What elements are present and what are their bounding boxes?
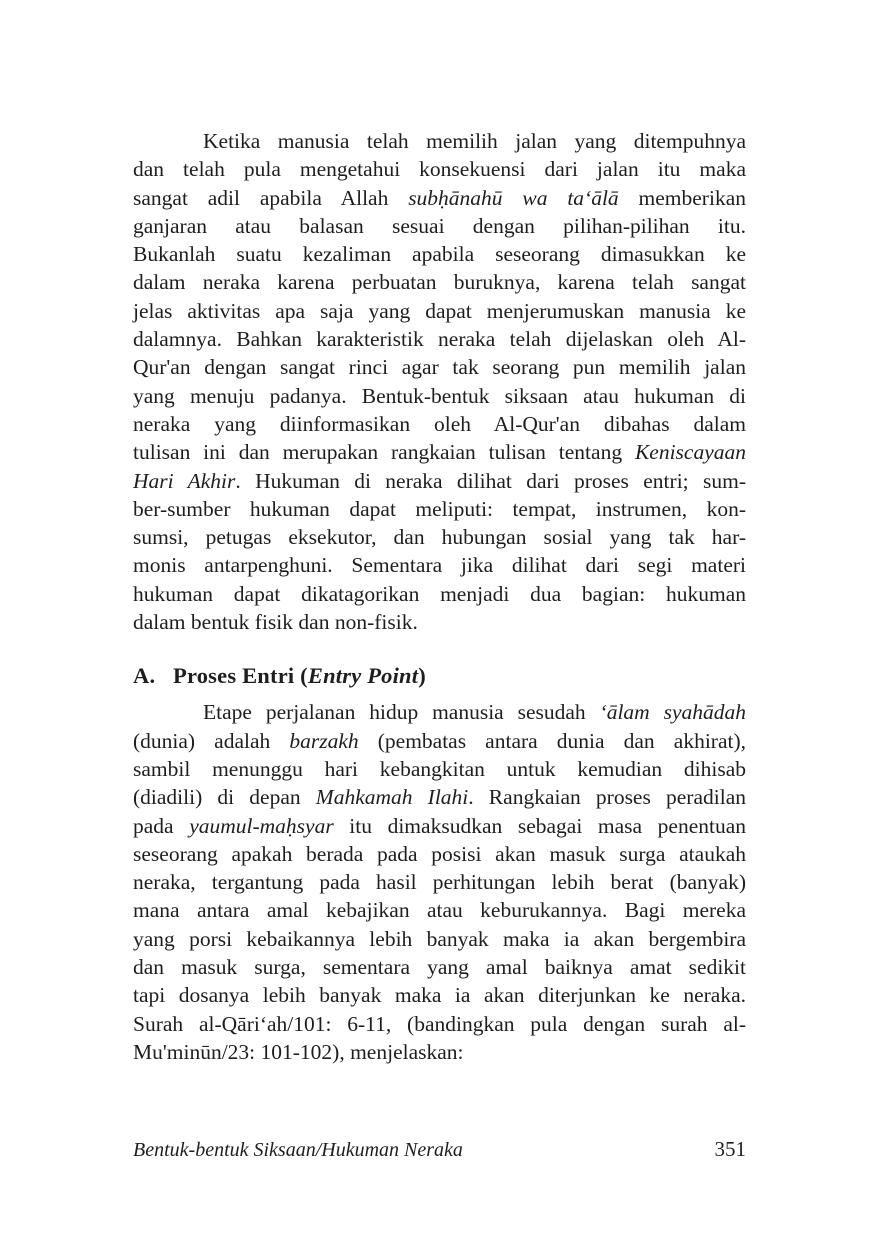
text-segment: dalam neraka karena perbuatan buruknya, karena telah sangat [133, 270, 746, 295]
text-segment: neraka, tergantung pada hasil perhitungan lebih berat (banyak) [133, 870, 746, 895]
text-line [133, 467, 746, 495]
text-line [133, 523, 746, 551]
text-line [133, 268, 746, 296]
text-segment: sumsi, petugas eksekutor, dan hubungan sosial yang tak har- [133, 525, 746, 550]
text-segment: mana antara amal kebajikan atau keburukannya. Bagi mereka [133, 898, 746, 923]
text-segment: memberikan [618, 185, 746, 210]
text-segment: pada [133, 813, 190, 838]
text-line [133, 495, 746, 523]
text-segment: dalam bentuk fisik dan non-fisik. [133, 610, 418, 635]
text-segment: (diadili) di depan [133, 785, 316, 810]
running-footer-title: Bentuk-bentuk Siksaan/Hukuman Neraka [133, 1139, 463, 1161]
text-line [133, 608, 746, 636]
text-line [133, 240, 746, 268]
text-block [133, 127, 746, 1066]
entry-point-paragraph [133, 698, 746, 1066]
italic-text-segment: Entry Point [307, 663, 419, 689]
text-line [133, 438, 746, 466]
text-segment: Bukanlah suatu kezaliman apabila seseorang dimasukkan ke [133, 242, 746, 267]
text-segment: (dunia) adalah [133, 728, 290, 753]
text-line [133, 1010, 746, 1038]
text-segment: dan telah pula mengetahui konsekuensi dari jalan itu maka [133, 157, 746, 182]
text-line [133, 212, 746, 240]
text-line [133, 783, 746, 811]
text-line [133, 981, 746, 1009]
italic-text-segment: ‘ālam syahādah [599, 700, 746, 725]
text-segment: Ketika manusia telah memilih jalan yang ditempuhnya [203, 129, 746, 153]
italic-text-segment: Mahkamah Ilahi [315, 785, 469, 810]
text-segment: Qur'an dengan sangat rinci agar tak seorang pun memilih jalan [133, 355, 746, 380]
text-line [133, 297, 746, 325]
text-line [133, 155, 746, 183]
text-segment: sangat adil apabila Allah [133, 185, 409, 210]
text-line [133, 727, 746, 755]
text-line [133, 896, 746, 924]
text-line [133, 868, 746, 896]
text-line [133, 353, 746, 381]
text-segment: Surah al-Qāri‘ah/101: 6-11, (bandingkan pula dengan surah al- [133, 1011, 746, 1036]
text-segment: Mu'minūn/23: 101-102), menjelaskan: [133, 1039, 464, 1064]
text-segment: ganjaran atau balasan sesuai dengan pilihan-pilihan itu. [133, 213, 746, 238]
text-segment: dan masuk surga, sementara yang amal baiknya amat sedikit [133, 955, 746, 980]
text-segment: . Rangkaian proses peradilan [468, 785, 746, 810]
section-heading-entry-point [133, 661, 746, 691]
italic-text-segment: subḥānahū wa ta‘ālā [408, 185, 619, 210]
italic-text-segment: Hari Akhir [133, 468, 236, 493]
text-segment: neraka yang diinformasikan oleh Al-Qur'an dibahas dalam [133, 411, 746, 436]
intro-paragraph [133, 127, 746, 636]
text-line [133, 812, 746, 840]
text-segment: ber-sumber hukuman dapat meliputi: tempat, instrumen, kon- [133, 496, 746, 521]
text-line [133, 410, 746, 438]
text-line [133, 755, 746, 783]
text-line [133, 925, 746, 953]
text-segment: sambil menunggu hari kebangkitan untuk kemudian dihisab [133, 756, 746, 781]
text-segment: Etape perjalanan hidup manusia sesudah [203, 700, 600, 725]
text-segment: tulisan ini dan merupakan rangkaian tulisan tentang [133, 440, 635, 465]
text-segment: yang porsi kebaikannya lebih banyak maka ia akan bergembira [133, 926, 746, 951]
page-number: 351 [714, 1137, 746, 1161]
text-line [133, 840, 746, 868]
page-footer [133, 1136, 746, 1163]
text-segment: itu dimaksudkan sebagai masa penentuan [333, 813, 747, 838]
text-segment: monis antarpenghuni. Sementara jika dilihat dari segi materi [133, 553, 746, 578]
text-segment: Proses Entri ( [173, 663, 308, 689]
text-line [133, 698, 746, 726]
text-line [133, 127, 746, 155]
text-line [133, 184, 746, 212]
text-segment: yang menuju padanya. Bentuk-bentuk siksaan atau hukuman di [133, 383, 746, 408]
italic-text-segment: Keniscayaan [634, 440, 746, 465]
text-segment: ) [418, 663, 426, 689]
text-line [133, 382, 746, 410]
text-line [133, 551, 746, 579]
text-segment: (pembatas antara dunia dan akhirat), [358, 728, 747, 753]
text-line [133, 325, 746, 353]
section-label: A. [133, 663, 156, 689]
text-line [133, 953, 746, 981]
text-line [133, 580, 746, 608]
italic-text-segment: barzakh [289, 728, 359, 753]
text-segment: dalamnya. Bahkan karakteristik neraka telah dijelaskan oleh Al- [133, 327, 746, 352]
text-segment: . Hukuman di neraka dilihat dari proses entri; sum- [235, 468, 746, 493]
text-segment: jelas aktivitas apa saja yang dapat menjerumuskan manusia ke [133, 298, 746, 323]
text-segment: hukuman dapat dikatagorikan menjadi dua bagian: hukuman [133, 581, 746, 606]
text-segment: tapi dosanya lebih banyak maka ia akan diterjunkan ke neraka. [133, 983, 746, 1008]
italic-text-segment: yaumul-maḥsyar [189, 813, 334, 838]
text-segment: seseorang apakah berada pada posisi akan masuk surga ataukah [133, 841, 746, 866]
text-line [133, 1038, 746, 1066]
